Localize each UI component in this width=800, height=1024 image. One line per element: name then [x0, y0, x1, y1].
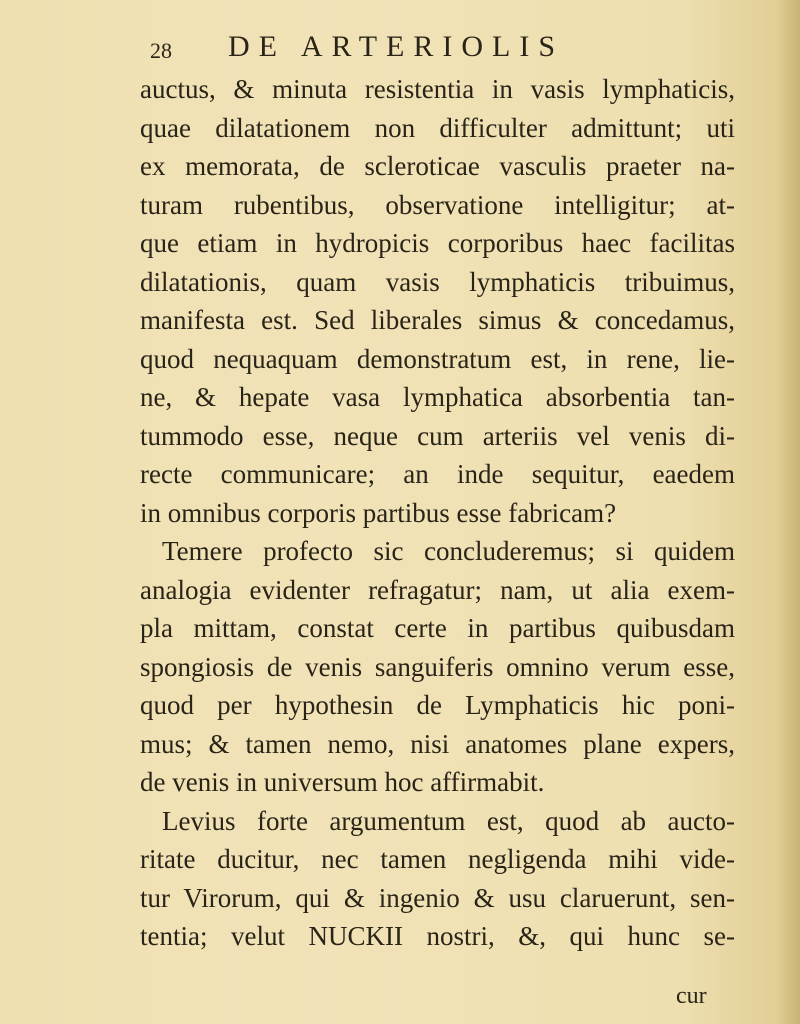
text-line: quae dilatationem non difficulter admittunt; uti	[140, 112, 735, 143]
text-line: spongiosis de venis sanguiferis omnino verum esse,	[140, 651, 735, 682]
text-line: auctus, & minuta resistentia in vasis lymphaticis,	[140, 74, 735, 104]
text-line: quod per hypothesin de Lymphaticis hic poni-	[140, 690, 735, 720]
text-line: Temere profecto sic concluderemus; si quidem	[162, 536, 735, 566]
text-line: dilatationis, quam vasis lymphaticis tribuimus,	[140, 266, 735, 297]
text-line: de venis in universum hoc affirmabit.	[140, 767, 545, 797]
text-line: tentia; velut NUCKII nostri, &, qui hunc se-	[140, 921, 735, 951]
body-text	[140, 70, 735, 956]
text-line: Levius forte argumentum est, quod ab aucto-	[162, 805, 735, 836]
text-line: mus; & tamen nemo, nisi anatomes plane expers,	[140, 728, 735, 759]
text-line: pla mittam, constat certe in partibus quibusdam	[140, 613, 735, 643]
text-line: tummodo esse, neque cum arteriis vel venis di-	[140, 420, 735, 451]
text-line: turam rubentibus, observatione intelligitur; at-	[140, 189, 735, 220]
text-line: ex memorata, de scleroticae vasculis praeter na-	[140, 151, 735, 181]
text-line: tur Virorum, qui & ingenio & usu claruerunt, sen-	[140, 882, 735, 913]
text-line: manifesta est. Sed liberales simus & concedamus,	[140, 305, 735, 335]
text-line: ritate ducitur, nec tamen negligenda mihi vide-	[140, 844, 735, 874]
text-line: quod nequaquam demonstratum est, in rene, lie-	[140, 343, 735, 374]
text-line: que etiam in hydropicis corporibus haec facilitas	[140, 228, 735, 258]
running-title: DE ARTERIOLIS	[228, 30, 565, 63]
text-line: ne, & hepate vasa lymphatica absorbentia tan-	[140, 382, 735, 412]
catchword: cur	[676, 983, 707, 1009]
page-number: 28	[150, 38, 172, 63]
text-line: analogia evidenter refragatur; nam, ut alia exem-	[140, 574, 735, 605]
page-header	[150, 30, 710, 70]
text-line: in omnibus corporis partibus esse fabricam?	[140, 497, 617, 528]
text-line: recte communicare; an inde sequitur, eaedem	[140, 459, 735, 489]
